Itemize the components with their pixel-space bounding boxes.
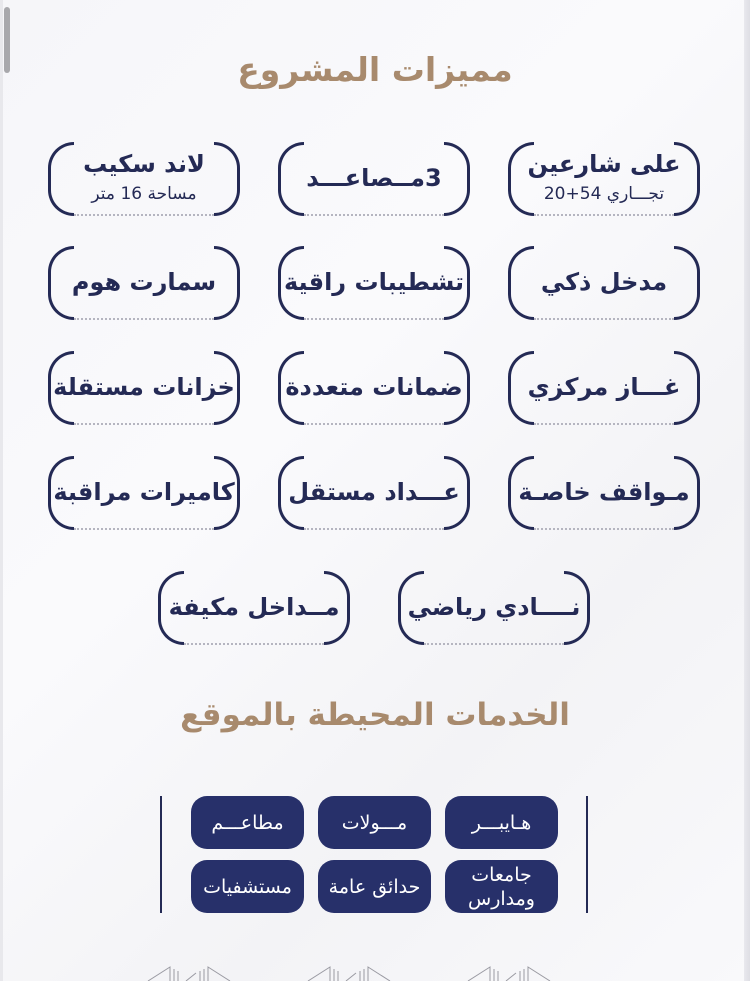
feature-label: ضمانات متعددة	[285, 373, 463, 401]
feature-sublabel: مساحة 16 متر	[91, 184, 197, 204]
services-grid	[160, 796, 590, 916]
feature-label: لاند سكيب	[83, 150, 205, 178]
dotted-divider	[74, 528, 214, 530]
service-pill	[318, 860, 431, 913]
service-pill	[191, 860, 304, 913]
dotted-divider	[304, 528, 444, 530]
service-label: مطاعـــم	[211, 811, 284, 834]
dotted-divider	[74, 214, 214, 216]
service-label: حدائق عامة	[328, 875, 421, 898]
feature-card	[508, 246, 700, 320]
left-edge	[0, 0, 3, 981]
feature-label: نــــادي رياضي	[407, 593, 581, 621]
feature-card	[278, 142, 470, 216]
feature-sublabel: تجـــاري 54+20	[543, 184, 665, 204]
dotted-divider	[534, 318, 674, 320]
feature-label: غـــاز مركزي	[527, 373, 681, 401]
dotted-divider	[534, 214, 674, 216]
service-pill	[445, 860, 558, 913]
service-pill	[318, 796, 431, 849]
divider-line	[160, 796, 162, 913]
dotted-divider	[304, 318, 444, 320]
feature-label: سمارت هوم	[71, 268, 217, 296]
dotted-divider	[184, 643, 324, 645]
feature-label: مــداخل مكيفة	[168, 593, 340, 621]
right-edge	[744, 0, 750, 981]
service-pill	[191, 796, 304, 849]
feature-label: عـــداد مستقل	[288, 478, 460, 506]
dotted-divider	[534, 423, 674, 425]
dotted-divider	[74, 318, 214, 320]
service-pill	[445, 796, 558, 849]
feature-label: على شارعين	[527, 150, 681, 178]
service-label: جامعات ومدارس	[468, 863, 535, 910]
dotted-divider	[534, 528, 674, 530]
feature-card	[508, 142, 700, 216]
feature-card	[48, 351, 240, 425]
feature-card	[48, 246, 240, 320]
service-label: مستشفيات	[203, 875, 292, 898]
dotted-divider	[424, 643, 564, 645]
feature-card	[158, 571, 350, 645]
service-label: مـــولات	[341, 811, 408, 834]
service-label: هـايبـــر	[471, 811, 532, 834]
feature-label: تشطيبات راقية	[284, 268, 464, 296]
feature-label: كاميرات مراقبة	[53, 478, 235, 506]
services-title: الخدمات المحيطة بالموقع	[180, 697, 570, 733]
dotted-divider	[74, 423, 214, 425]
feature-card	[278, 246, 470, 320]
feature-card	[48, 456, 240, 530]
feature-card	[508, 351, 700, 425]
feature-card	[398, 571, 590, 645]
feature-label: 3مــصاعـــد	[306, 164, 442, 192]
feature-card	[48, 142, 240, 216]
feature-card	[278, 456, 470, 530]
dotted-divider	[304, 214, 444, 216]
feature-label: مـواقف خاصـة	[518, 478, 690, 506]
feature-label: خزانات مستقلة	[53, 373, 235, 401]
building-outline-decoration	[100, 965, 620, 981]
feature-card	[508, 456, 700, 530]
features-title: مميزات المشروع	[237, 50, 513, 89]
divider-line	[586, 796, 588, 913]
dotted-divider	[304, 423, 444, 425]
feature-card	[278, 351, 470, 425]
feature-label: مدخل ذكي	[540, 268, 668, 296]
